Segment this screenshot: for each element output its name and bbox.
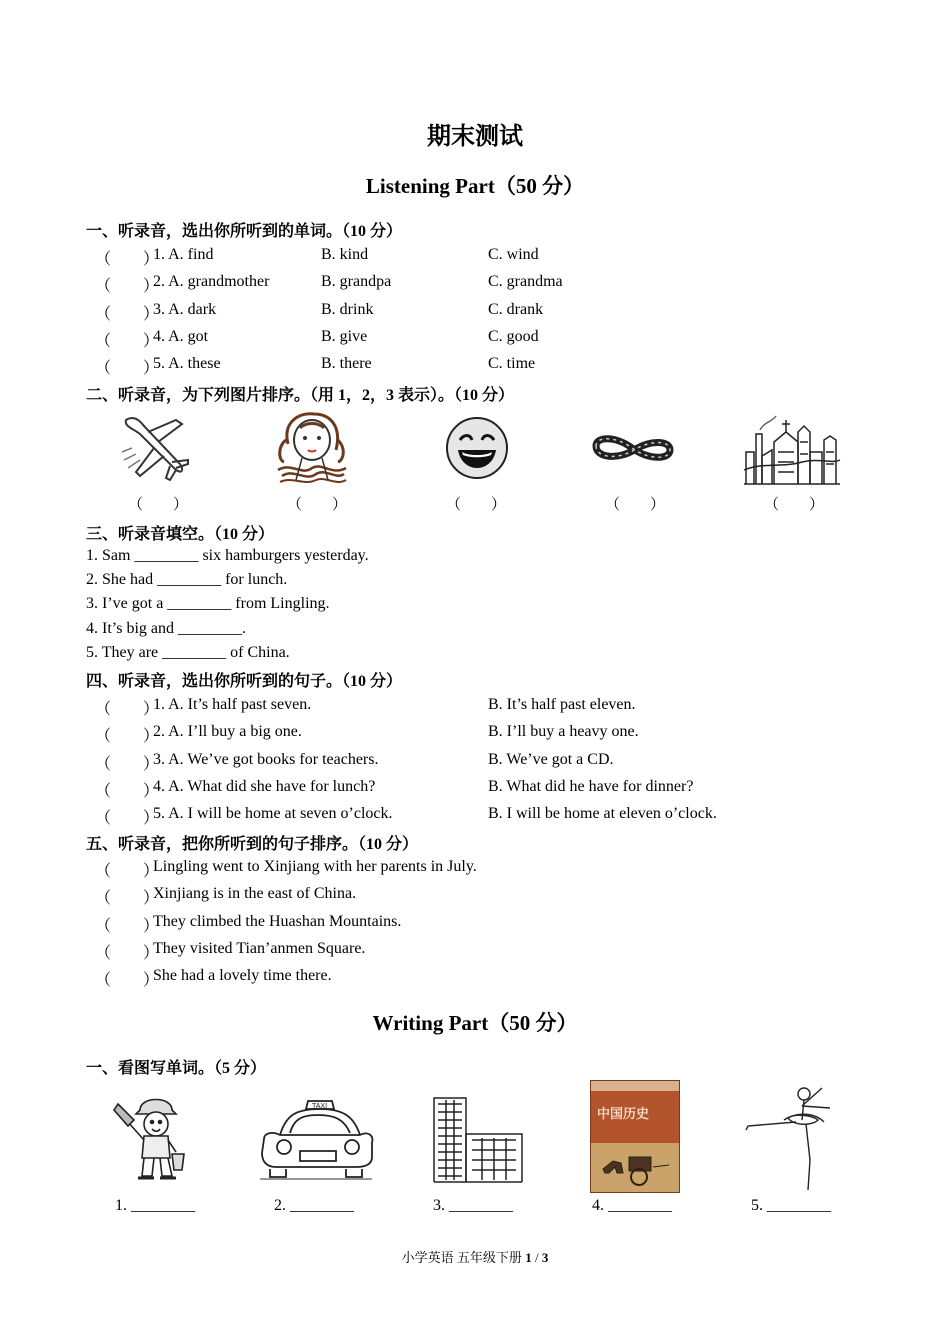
option-c: C. grandma — [488, 273, 563, 291]
option-b: B. there — [321, 355, 372, 372]
answer-bracket[interactable]: （ ） — [95, 701, 160, 718]
section-3-heading: 三、听录音填空。（10 分） — [86, 526, 275, 543]
laughing-face-image — [444, 416, 510, 480]
option-b: B. grandpa — [321, 273, 392, 291]
option-c: C. time — [488, 355, 536, 372]
order-sentence: Lingling went to Xinjiang with her parents in July. — [153, 858, 477, 875]
section-2-heading: 二、听录音，为下列图片排序。（用 1，2，3 表示）。（10 分） — [86, 387, 515, 404]
answer-bracket[interactable]: （ ） — [95, 360, 160, 377]
fill-blank-sentence: 1. Sam ________ six hamburgers yesterday. — [86, 547, 369, 564]
option-c: C. wind — [488, 246, 539, 263]
picture-answer-2[interactable]: （ ） — [287, 497, 348, 513]
fill-blank-sentence: 4. It’s big and ________. — [86, 619, 246, 637]
city-skyline-image — [742, 412, 842, 486]
option-a: 5. A. these — [153, 355, 221, 372]
section-5-heading: 五、听录音，把你所听到的句子排序。（10 分） — [86, 836, 419, 853]
word-answer-blank[interactable]: 4. ________ — [592, 1197, 672, 1214]
answer-bracket[interactable]: （ ） — [95, 944, 160, 962]
word-answer-blank[interactable]: 2. ________ — [274, 1197, 354, 1214]
word-answer-blank[interactable]: 1. ________ — [115, 1197, 195, 1214]
answer-bracket[interactable]: （ ） — [95, 278, 160, 296]
chariot-icon — [599, 1151, 671, 1187]
picture-answer-1[interactable]: （ ） — [128, 497, 189, 513]
option-b: B. give — [321, 327, 368, 345]
fill-blank-sentence: 5. They are ________ of China. — [86, 643, 290, 661]
footer-total: 3 — [541, 1250, 549, 1265]
ballet-dancer-image — [744, 1080, 840, 1194]
girl-eating-noodles-image — [272, 410, 352, 488]
option-b: B. We’ve got a CD. — [488, 750, 614, 768]
book-top-band — [591, 1081, 679, 1091]
option-c: C. good — [488, 327, 539, 345]
section-1-heading: 一、听录音，选出你所听到的单词。（10 分） — [86, 223, 403, 240]
answer-bracket[interactable]: （ ） — [95, 917, 160, 935]
word-answer-blank[interactable]: 5. ________ — [751, 1197, 831, 1214]
footer-page: 1 — [525, 1250, 532, 1265]
answer-bracket[interactable]: （ ） — [95, 890, 160, 908]
order-sentence: They visited Tian’anmen Square. — [153, 939, 366, 957]
option-a: 1. A. It’s half past seven. — [153, 696, 312, 713]
option-b: B. I’ll buy a heavy one. — [488, 723, 639, 741]
option-b: B. What did he have for dinner? — [488, 777, 694, 795]
answer-bracket[interactable]: （ ） — [95, 810, 160, 827]
option-a: 3. A. We’ve got books for teachers. — [153, 750, 379, 768]
answer-bracket[interactable]: （ ） — [95, 972, 160, 989]
picture-answer-5[interactable]: （ ） — [764, 497, 825, 513]
answer-bracket[interactable]: （ ） — [95, 728, 160, 746]
answer-bracket[interactable]: （ ） — [95, 863, 160, 880]
page-title: 期末测试 — [427, 124, 523, 150]
listening-heading: Listening Part（50 分） — [365, 174, 585, 198]
option-a: 3. A. dark — [153, 300, 217, 318]
book-title: 中国历史 — [597, 1107, 650, 1122]
answer-bracket[interactable]: （ ） — [95, 332, 160, 350]
taxi-image — [256, 1095, 376, 1183]
option-b: B. It’s half past eleven. — [488, 696, 636, 713]
writing-heading: Writing Part（50 分） — [372, 1011, 578, 1035]
option-b: B. drink — [321, 300, 374, 318]
rope-image — [590, 430, 676, 470]
option-c: C. drank — [488, 300, 544, 318]
option-a: 1. A. find — [153, 246, 214, 263]
answer-bracket[interactable]: （ ） — [95, 251, 160, 268]
footer-separator: / — [531, 1250, 542, 1265]
option-a: 2. A. I’ll buy a big one. — [153, 723, 302, 741]
option-a: 4. A. What did she have for lunch? — [153, 777, 376, 795]
picture-answer-3[interactable]: （ ） — [446, 497, 507, 513]
order-sentence: Xinjiang is in the east of China. — [153, 885, 357, 903]
option-b: B. kind — [321, 246, 369, 263]
order-sentence: She had a lovely time there. — [153, 967, 332, 984]
picture-answer-4[interactable]: （ ） — [605, 497, 666, 513]
fill-blank-sentence: 2. She had ________ for lunch. — [86, 571, 288, 589]
word-answer-blank[interactable]: 3. ________ — [433, 1197, 513, 1214]
order-sentence: They climbed the Huashan Mountains. — [153, 912, 402, 930]
answer-bracket[interactable]: （ ） — [95, 755, 160, 773]
page-footer — [0, 1247, 950, 1266]
answer-bracket[interactable]: （ ） — [95, 305, 160, 323]
worker-image — [110, 1092, 190, 1184]
footer-subject: 小学英语 五年级下册 — [401, 1250, 526, 1265]
fill-blank-sentence: 3. I’ve got a ________ from Lingling. — [86, 595, 330, 613]
section-4-heading: 四、听录音，选出你所听到的句子。（10 分） — [86, 673, 403, 690]
answer-bracket[interactable]: （ ） — [95, 782, 160, 800]
option-a: 2. A. grandmother — [153, 273, 270, 291]
book-image — [590, 1080, 680, 1193]
airplane-image — [118, 412, 194, 484]
option-b: B. I will be home at eleven o’clock. — [488, 805, 717, 822]
option-a: 5. A. I will be home at seven o’clock. — [153, 805, 393, 822]
option-a: 4. A. got — [153, 327, 209, 345]
svg-text:TAXI: TAXI — [312, 1103, 328, 1110]
building-image — [432, 1094, 524, 1184]
writing-section-1-heading: 一、看图写单词。（5 分） — [86, 1060, 267, 1077]
